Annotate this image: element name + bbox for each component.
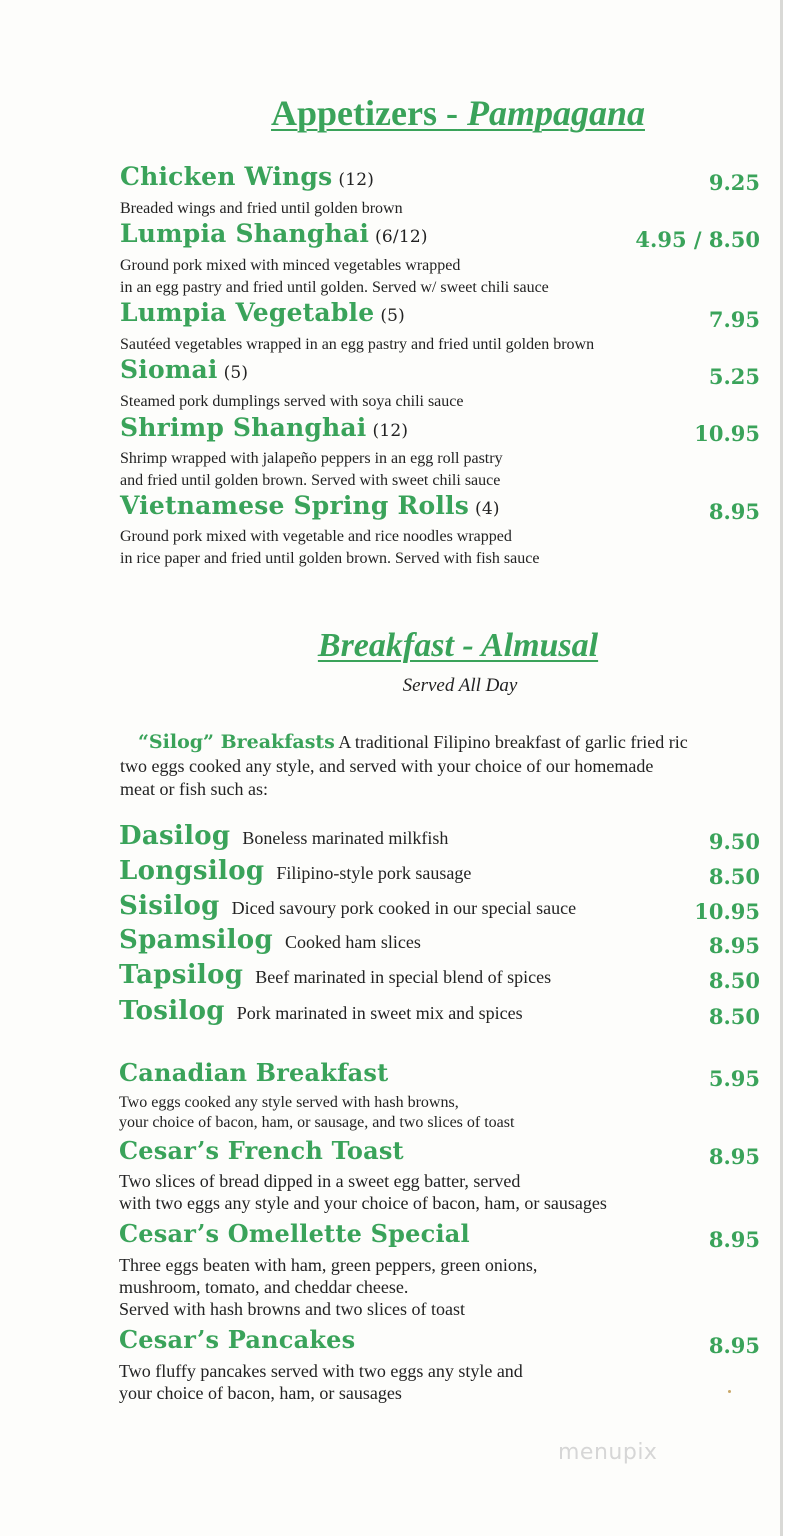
silog-item: Tapsilog Beef marinated in special blend of spices (119, 960, 552, 990)
item-price: 10.95 (694, 421, 760, 446)
watermark: menupix (558, 1440, 658, 1465)
item-qty: (5) (380, 306, 405, 326)
silog-item: Tosilog Pork marinated in sweet mix and spices (119, 996, 523, 1026)
menu-item-name: Vietnamese Spring Rolls (4) (120, 491, 500, 520)
item-qty: (5) (223, 363, 249, 383)
silog-item: Sisilog Diced savoury pork cooked in our special sauce (119, 891, 577, 921)
item-description: Shrimp wrapped with jalapeño peppers in an egg roll pastry and fried until golden brown. Served with sweet chili sauce (120, 450, 503, 489)
item-description: Breaded wings and fried until golden brown (120, 200, 403, 217)
silog-desc: Boneless marinated milkfish (242, 828, 449, 848)
menu-item-name: Cesar’s Pancakes (119, 1325, 356, 1354)
appetizers-title-italic: Pampagana (466, 93, 645, 133)
item-qty: (6/12) (375, 227, 428, 247)
silog-desc: Filipino-style pork sausage (276, 863, 472, 883)
paper-speck (728, 1390, 731, 1393)
item-price: 7.95 (708, 307, 760, 332)
menu-item-name: Canadian Breakfast (119, 1058, 389, 1087)
silog-price: 8.50 (708, 864, 760, 889)
item-price: 8.95 (708, 1227, 760, 1252)
breakfast-title: Breakfast - Almusal (317, 627, 599, 664)
appetizers-title (66, 92, 792, 134)
item-price: 5.95 (708, 1066, 760, 1091)
menu-item-name: Lumpia Shanghai (6/12) (120, 219, 428, 248)
silog-price: 8.50 (708, 1004, 760, 1029)
menu-item-name: Shrimp Shanghai (12) (120, 413, 409, 442)
silog-desc: Pork marinated in sweet mix and spices (236, 1003, 523, 1023)
silog-item: Spamsilog Cooked ham slices (119, 925, 421, 955)
menu-item-name: Cesar’s Omellette Special (119, 1219, 470, 1248)
item-qty: (4) (475, 499, 500, 519)
silog-item: Longsilog Filipino-style pork sausage (119, 856, 472, 886)
item-qty: (12) (372, 421, 409, 441)
silog-heading: “Silog” Breakfasts (138, 731, 335, 753)
silog-desc: Diced savoury pork cooked in our special sauce (231, 898, 577, 918)
item-description: Ground pork mixed with vegetable and rice noodles wrapped in rice paper and fried until golden brown. Served with fish sauce (120, 528, 540, 567)
item-description: Sautéed vegetables wrapped in an egg pastry and fried until golden brown (120, 336, 595, 353)
menu-item-name: Lumpia Vegetable (5) (120, 298, 405, 327)
menu-item-name: Chicken Wings (12) (120, 162, 375, 191)
item-price: 8.95 (708, 1144, 760, 1169)
item-qty: (12) (338, 170, 375, 190)
silog-intro: “Silog” Breakfasts A traditional Filipino breakfast of garlic fried ric two eggs cooked any style, and served with your choice of our homemade meat or fish such as: (120, 731, 688, 799)
appetizers-title-main: Appetizers - (271, 93, 458, 133)
silog-desc: Cooked ham slices (284, 932, 421, 952)
item-description: Ground pork mixed with minced vegetables wrapped in an egg pastry and fried until golden. Served w/ sweet chili sauce (120, 257, 549, 296)
silog-desc: Beef marinated in special blend of spices (255, 967, 552, 987)
item-price: 8.95 (708, 499, 760, 524)
item-description: Steamed pork dumplings served with soya chili sauce (120, 393, 464, 410)
silog-price: 9.50 (708, 829, 760, 854)
item-description: Two slices of bread dipped in a sweet egg batter, served with two eggs any style and your choice of bacon, ham, or sausages (119, 1171, 607, 1213)
menu-item-name: Cesar’s French Toast (119, 1136, 404, 1165)
silog-price: 8.50 (708, 968, 760, 993)
item-description: Two eggs cooked any style served with hash browns, your choice of bacon, ham, or sausage, and two slices of toast (119, 1094, 515, 1131)
silog-price: 8.95 (708, 933, 760, 958)
silog-item: Dasilog Boneless marinated milkfish (119, 821, 449, 851)
menu-item-name: Siomai (5) (120, 355, 249, 384)
item-price: 8.95 (708, 1333, 760, 1358)
breakfast-subtitle: Served All Day (402, 675, 518, 696)
item-price: 5.25 (708, 364, 760, 389)
item-description: Three eggs beaten with ham, green peppers, green onions, mushroom, tomato, and cheddar cheese. Served with hash browns and two slices of toast (119, 1255, 538, 1319)
silog-price: 10.95 (694, 899, 760, 924)
item-description: Two fluffy pancakes served with two eggs any style and your choice of bacon, ham, or sausages (119, 1361, 523, 1403)
item-price: 4.95 / 8.50 (635, 227, 760, 252)
item-price: 9.25 (708, 170, 760, 195)
page-margin (783, 0, 792, 1536)
